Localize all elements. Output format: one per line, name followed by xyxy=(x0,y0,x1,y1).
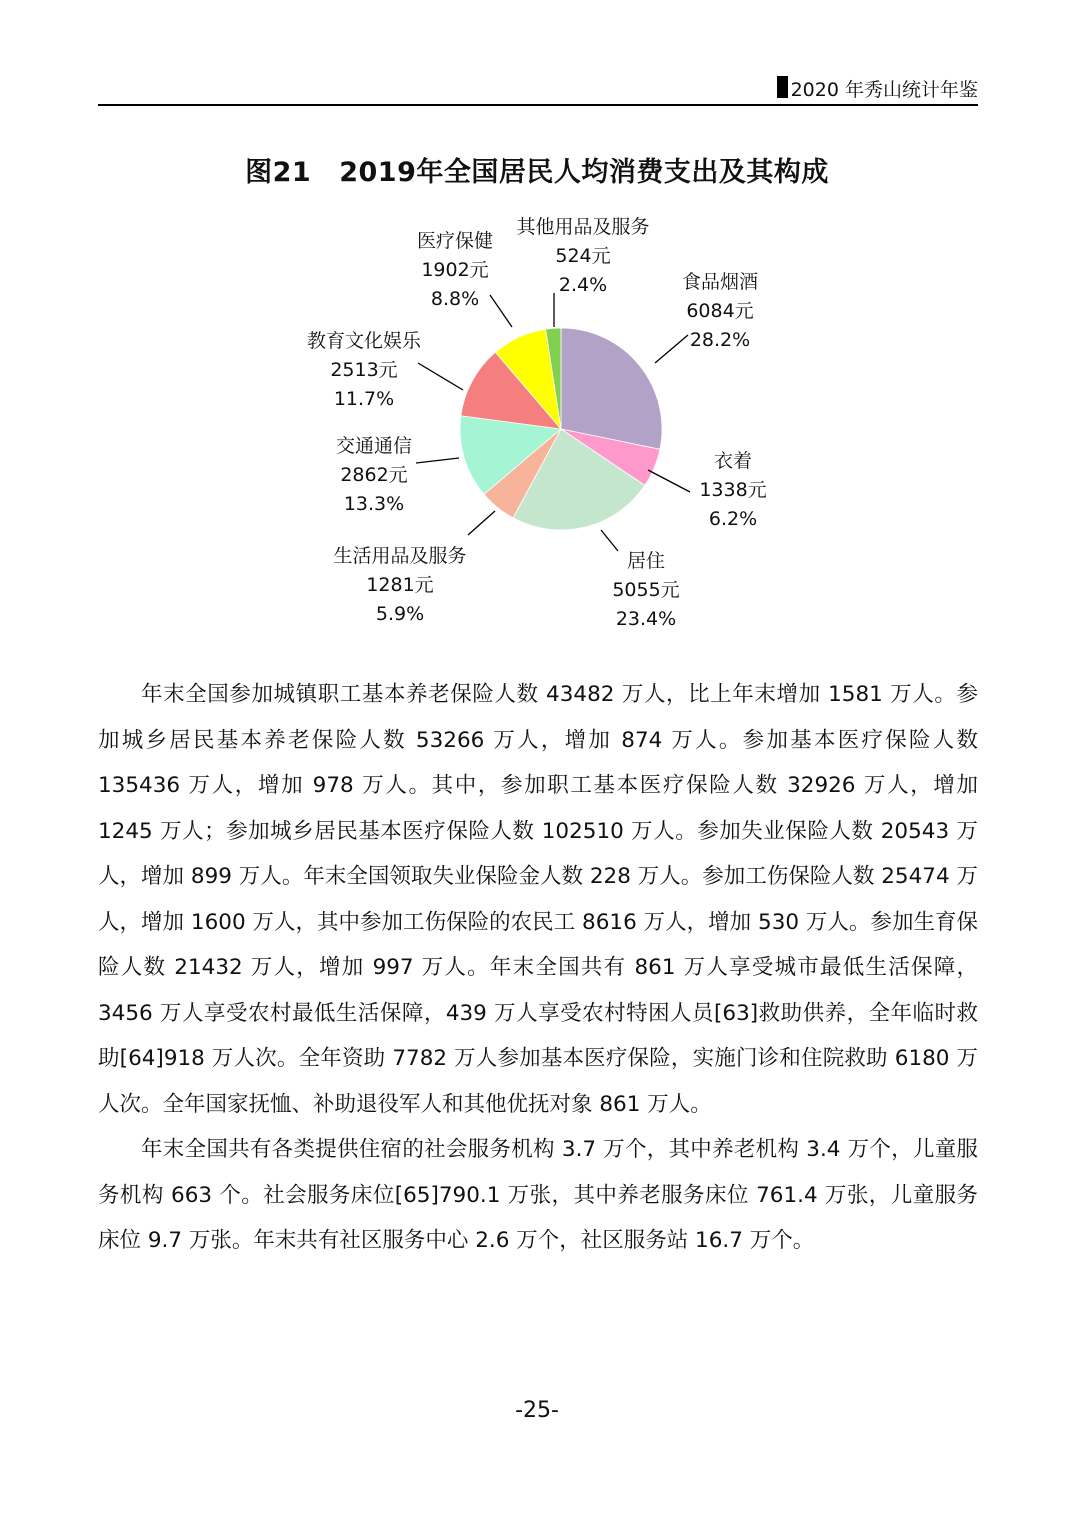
leader-line xyxy=(468,511,495,535)
slice-label: 医疗保健 1902元 8.8% xyxy=(416,230,494,310)
leader-line xyxy=(601,530,618,551)
header-marker xyxy=(777,76,788,98)
body-text xyxy=(98,672,978,1264)
slice-label: 教育文化娱乐 2513元 11.7% xyxy=(306,330,422,410)
page-header xyxy=(98,72,978,106)
paragraph-2: 年末全国共有各类提供住宿的社会服务机构 3.7 万个，其中养老机构 3.4 万个，儿童服务机构 663 个。社会服务床位[65]790.1 万张，其中养老服务床位 761.4 万张，儿童服务床位 9.7 万张。年末共有社区服务中心 2.6 万个，社区服务站 16.7 万个。 xyxy=(98,1137,978,1253)
slice-label: 居住 5055元 23.4% xyxy=(612,550,680,630)
figure-title xyxy=(0,150,1074,189)
pie-chart xyxy=(0,195,1074,655)
slice-label: 生活用品及服务 1281元 5.9% xyxy=(333,545,467,625)
yearbook-title: 2020 年秀山统计年鉴 xyxy=(790,79,978,101)
pie-slices xyxy=(460,328,662,530)
pie-slice xyxy=(561,328,662,449)
slice-label: 其他用品及服务 524元 2.4% xyxy=(516,216,650,296)
slice-label: 交通通信 2862元 13.3% xyxy=(335,435,413,515)
figure-number: 图21 xyxy=(245,157,312,188)
slice-label: 衣着 1338元 6.2% xyxy=(699,450,767,530)
leader-line xyxy=(655,335,688,363)
figure-caption: 2019年全国居民人均消费支出及其构成 xyxy=(339,157,829,188)
leader-line xyxy=(490,295,512,327)
paragraph-1: 年末全国参加城镇职工基本养老保险人数 43482 万人，比上年末增加 1581 万人。参加城乡居民基本养老保险人数 53266 万人，增加 874 万人。参加基本医疗保险人数 135436 万人，增加 978 万人。其中，参加职工基本医疗保险人数 32926 万人，增加 1245 万人；参加城乡居民基本医疗保险人数 102510 万人。参加失业保险人数 20543 万人，增加 899 万人。年末全国领取失业保险金人数 228 万人。参加工伤保险人数 25474 万人，增加 1600 万人，其中参加工伤保险的农民工 8616 万人，增加 530 万人。参加生育保险人数 21432 万人，增加 997 万人。年末全国共有 861 万人享受城市最低生活保障，3456 万人享受农村最低生活保障，439 万人享受农村特困人员[63]救助供养，全年临时救助[64]918 万人次。全年资助 7782 万人参加基本医疗保险，实施门诊和住院救助 6180 万人次。全年国家抚恤、补助退役军人和其他优抚对象 861 万人。 xyxy=(98,682,978,1117)
leader-line xyxy=(418,363,463,390)
leader-line xyxy=(416,458,459,463)
slice-label: 食品烟酒 6084元 28.2% xyxy=(681,271,759,351)
leader-line xyxy=(648,470,690,492)
page-number: -25- xyxy=(515,1398,559,1423)
